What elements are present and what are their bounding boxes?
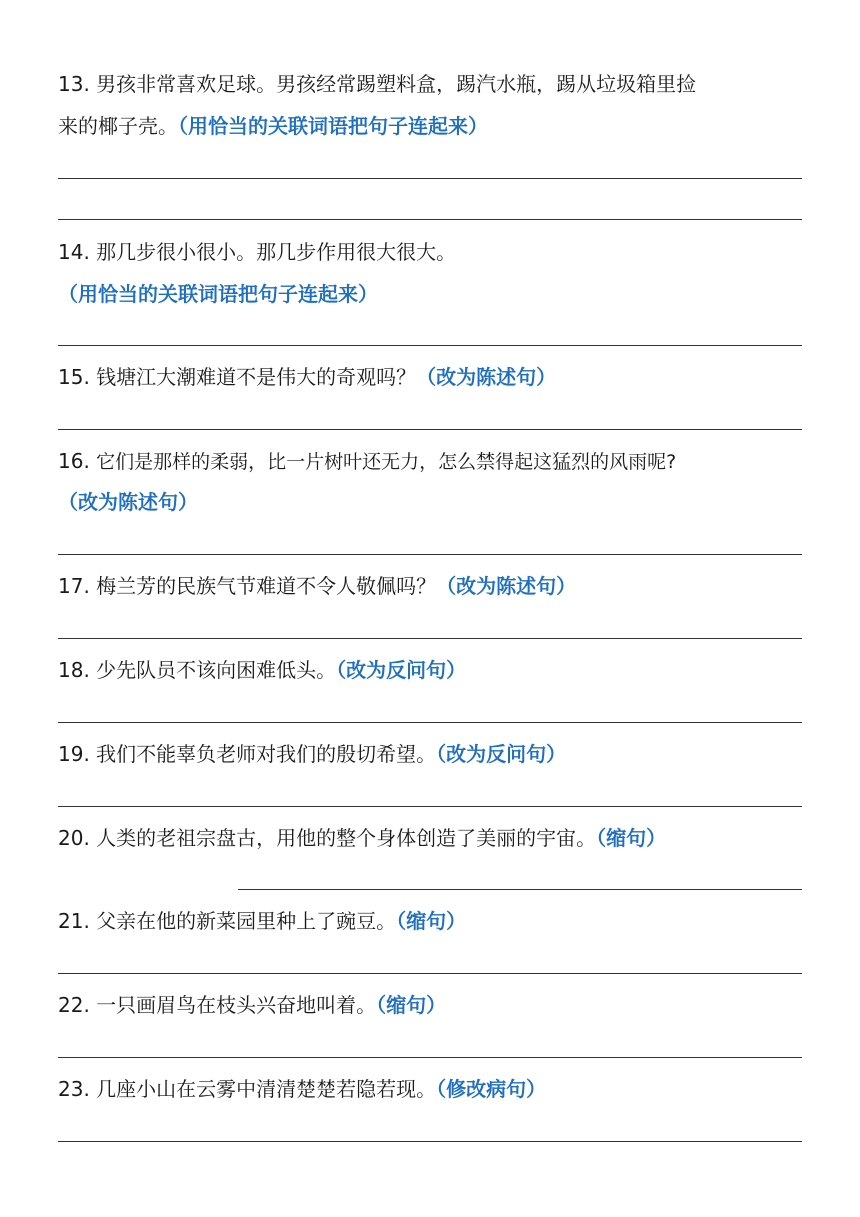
question-22 bbox=[58, 991, 446, 1019]
answer-line[interactable] bbox=[58, 219, 802, 220]
question-17 bbox=[58, 572, 576, 600]
answer-line[interactable] bbox=[58, 345, 802, 346]
question-instruction: （改为反问句） bbox=[336, 658, 467, 682]
answer-line[interactable] bbox=[58, 429, 802, 430]
answer-line[interactable] bbox=[58, 638, 802, 639]
question-instruction: （修改病句） bbox=[436, 1077, 547, 1101]
question-text: 它们是那样的柔弱，比一片树叶还无力，怎么禁得起这猛烈的风雨呢? bbox=[96, 451, 677, 473]
question-text: 男孩非常喜欢足球。男孩经常踢塑料盒，踢汽水瓶，踢从垃圾箱里捡 bbox=[96, 72, 697, 96]
question-instruction: （改为陈述句） bbox=[416, 365, 557, 389]
question-instruction: （改为反问句） bbox=[436, 742, 567, 766]
question-number: 16. bbox=[58, 449, 90, 473]
question-23 bbox=[58, 1075, 546, 1103]
answer-line[interactable] bbox=[58, 806, 802, 807]
question-text: 父亲在他的新菜园里种上了豌豆。 bbox=[96, 909, 397, 933]
question-14-line-1 bbox=[58, 238, 456, 266]
answer-line[interactable] bbox=[58, 722, 802, 723]
answer-line[interactable] bbox=[58, 1141, 802, 1142]
question-21 bbox=[58, 907, 466, 935]
question-instruction: （用恰当的关联词语把句子连起来） bbox=[58, 282, 378, 306]
question-number: 22. bbox=[58, 993, 90, 1017]
question-text: 来的椰子壳。 bbox=[58, 114, 178, 138]
question-number: 19. bbox=[58, 742, 90, 766]
answer-line[interactable] bbox=[58, 1057, 802, 1058]
question-13-line-2 bbox=[58, 112, 488, 140]
question-13-line-1 bbox=[58, 70, 696, 98]
question-16-line-1 bbox=[58, 447, 676, 476]
question-number: 20. bbox=[58, 826, 90, 850]
answer-line[interactable] bbox=[58, 178, 802, 179]
question-number: 13. bbox=[58, 72, 90, 96]
question-text: 人类的老祖宗盘古，用他的整个身体创造了美丽的宇宙。 bbox=[96, 826, 597, 850]
question-number: 18. bbox=[58, 658, 90, 682]
question-text: 钱塘江大潮难道不是伟大的奇观吗？ bbox=[96, 365, 417, 389]
question-text: 梅兰芳的民族气节难道不令人敬佩吗？ bbox=[96, 574, 437, 598]
question-instruction: （改为陈述句） bbox=[58, 490, 198, 514]
question-instruction: （缩句） bbox=[596, 826, 667, 850]
question-text: 我们不能辜负老师对我们的殷切希望。 bbox=[96, 742, 437, 766]
question-18 bbox=[58, 656, 466, 684]
question-instruction: （缩句） bbox=[376, 993, 447, 1017]
question-instruction: （缩句） bbox=[396, 909, 467, 933]
question-text: 那几步很小很小。那几步作用很大很大。 bbox=[96, 240, 457, 264]
question-instruction: （改为陈述句） bbox=[436, 574, 577, 598]
answer-line[interactable] bbox=[58, 554, 802, 555]
question-number: 17. bbox=[58, 574, 90, 598]
answer-line[interactable] bbox=[58, 973, 802, 974]
question-20 bbox=[58, 824, 666, 852]
question-16-line-2 bbox=[58, 488, 198, 516]
question-number: 23. bbox=[58, 1077, 90, 1101]
question-number: 21. bbox=[58, 909, 90, 933]
question-text: 几座小山在云雾中清清楚楚若隐若现。 bbox=[96, 1077, 437, 1101]
question-number: 14. bbox=[58, 240, 90, 264]
question-number: 15. bbox=[58, 365, 90, 389]
question-19 bbox=[58, 740, 566, 768]
answer-line[interactable] bbox=[238, 889, 802, 890]
question-text: 一只画眉鸟在枝头兴奋地叫着。 bbox=[96, 993, 377, 1017]
question-instruction: （用恰当的关联词语把句子连起来） bbox=[178, 114, 488, 138]
question-text: 少先队员不该向困难低头。 bbox=[96, 658, 337, 682]
question-15 bbox=[58, 363, 556, 391]
question-14-line-2 bbox=[58, 280, 378, 308]
